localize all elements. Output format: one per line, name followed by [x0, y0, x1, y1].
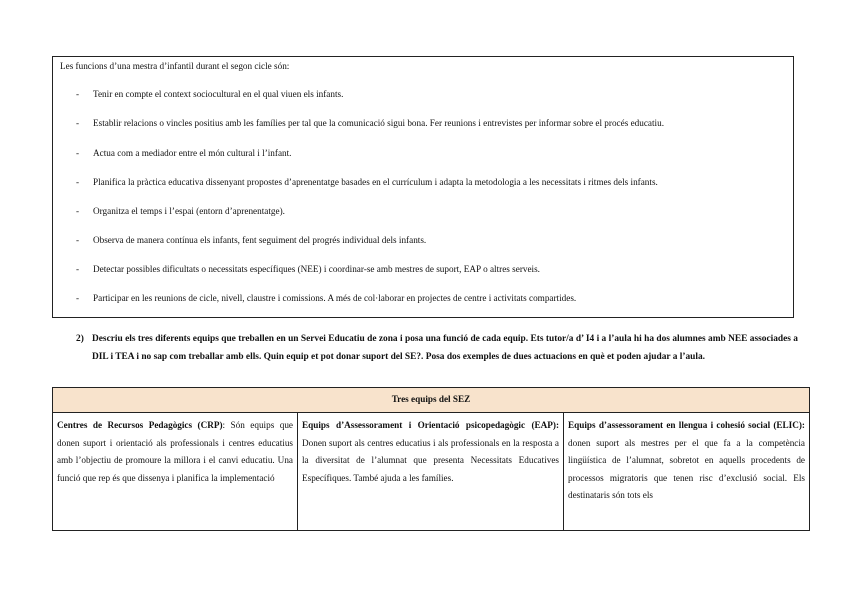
function-item-6	[76, 235, 426, 246]
function-item-text: Planifica la pràctica educativa dissenyant propostes d’aprenentatge basades en el currículum i adapta la metodologia a les necessitats i ritmes dels infants.	[93, 177, 658, 187]
function-item-text: Participar en les reunions de cicle, nivell, claustre i comissions. A més de col·laborar en projectes de centre i activitats compartides.	[93, 293, 577, 303]
function-item-text: Detectar possibles dificultats o necessitats específiques (NEE) i coordinar-se amb mestres de suport, EAP o altres serveis.	[93, 264, 540, 274]
function-item-text: Organitza el temps i l’espai (entorn d’aprenentatge).	[93, 206, 285, 216]
function-item-text: Tenir en compte el context sociocultural en el qual viuen els infants.	[93, 89, 344, 99]
function-item-1	[76, 89, 343, 100]
bullet-dash: -	[76, 118, 80, 128]
bullet-dash: -	[76, 148, 80, 158]
functions-box	[52, 56, 794, 318]
question-text: Descriu els tres diferents equips que treballen en un Servei Educatiu de zona i posa una funció de cada equip. Ets tutor/a d’ I4 i a l’aula hi ha dos alumnes amb NEE associades a DIL i TEA i no sap com treballar amb ells. Quin equip et pot donar suport del SE?. Posa dos exemples de dues actuacions en què et poden ajudar a l’aula.	[92, 334, 798, 362]
function-item-text: Establir relacions o vincles positius amb les famílies per tal que la comunicació sigui bona. Fer reunions i entrevistes per informar sobre el procés educatiu.	[93, 118, 664, 128]
team-description: Donen suport als centres educatius i als professionals en la resposta a la diversitat de l’alumnat que presenta Necessitats Educatives Específiques. També ajuda a les famílies.	[302, 437, 559, 483]
table-header: Tres equips del SEZ	[53, 388, 810, 413]
bullet-dash: -	[76, 206, 80, 216]
team-eap-cell	[298, 413, 564, 531]
bullet-dash: -	[76, 89, 80, 99]
sez-teams-table	[52, 387, 810, 531]
function-item-8	[76, 293, 576, 304]
team-elic-cell	[564, 413, 810, 531]
functions-intro: Les funcions d’una mestra d’infantil durant el segon cicle són:	[60, 61, 290, 71]
function-item-4	[76, 177, 658, 188]
question-number: 2)	[76, 334, 84, 344]
team-description: donen suport als mestres per el que fa a la competència lingüística de l’alumnat, sobretot en aquells procedents de processos migratoris que tenen risc d’exclusió social. Els destinataris són tots els	[568, 437, 805, 501]
function-item-text: Actua com a mediador entre el món cultural i l’infant.	[93, 148, 292, 158]
team-title: Centres de Recursos Pedagògics (CRP)	[57, 420, 223, 430]
team-title: Equips d’Assessorament i Orientació psicopedagògic (EAP):	[302, 420, 559, 430]
bullet-dash: -	[76, 264, 80, 274]
function-item-5	[76, 206, 285, 217]
team-description: : Són equips que donen suport i orientació als professionals i centres educatius amb l’objectiu de promoure la millora i el canvi educatiu. Una funció que rep és que dissenya i planifica la implementació	[57, 420, 293, 483]
team-crp-cell	[53, 413, 298, 531]
function-item-text: Observa de manera contínua els infants, fent seguiment del progrés individual dels infants.	[93, 235, 427, 245]
bullet-dash: -	[76, 235, 80, 245]
function-item-7	[76, 264, 540, 275]
bullet-dash: -	[76, 177, 80, 187]
team-title: Equips d’assessorament en llengua i cohesió social (ELIC):	[568, 420, 805, 430]
function-item-2	[76, 118, 664, 129]
question-2	[76, 331, 798, 367]
function-item-3	[76, 148, 291, 159]
bullet-dash: -	[76, 293, 80, 303]
